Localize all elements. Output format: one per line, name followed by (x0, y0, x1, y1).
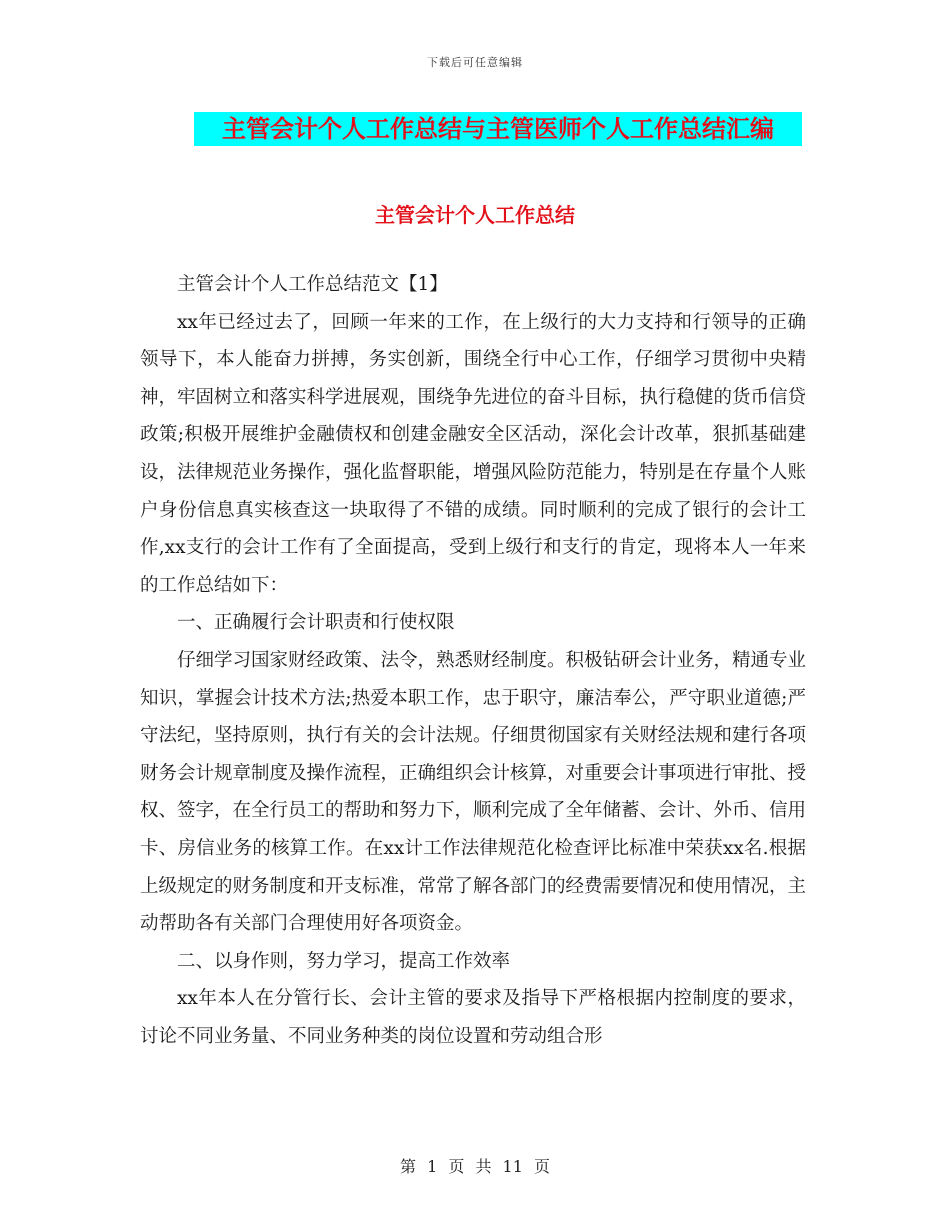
paragraph: xx年已经过去了，回顾一年来的工作，在上级行的大力支持和行领导的正确领导下，本人能奋力拼搏，务实创新，围绕全行中心工作，仔细学习贯彻中央精神，牢固树立和落实科学进展观，围绕争先进位的奋斗目标，执行稳健的货币信贷政策;积极开展维护金融债权和创建金融安全区活动，深化会计改革，狠抓基础建设，法律规范业务操作，强化监督职能，增强风险防范能力，特别是在存量个人账户身份信息真实核查这一块取得了不错的成绩。同时顺利的完成了银行的会计工作,xx支行的会计工作有了全面提高，受到上级行和支行的肯定，现将本人一年来的工作总结如下： (140, 311, 807, 596)
paragraph: 仔细学习国家财经政策、法令，熟悉财经制度。积极钻研会计业务，精通专业知识，掌握会计技术方法;热爱本职工作，忠于职守，廉洁奉公，严守职业道德;严守法纪，坚持原则，执行有关的会计法规。仔细贯彻国家有关财经法规和建行各项财务会计规章制度及操作流程，正确组织会计核算，对重要会计事项进行审批、授权、签字，在全行员工的帮助和努力下，顺利完成了全年储蓄、会计、外币、信用卡、房信业务的核算工作。在xx计工作法律规范化检查评比标准中荣获xx名.根据上级规定的财务制度和开支标准，常常了解各部门的经费需要情况和使用情况，主动帮助各有关部门合理使用好各项资金。 (140, 649, 807, 935)
page-footer: 第 1 页 共 11 页 (400, 1157, 550, 1176)
paragraph-heading: 一、正确履行会计职责和行使权限 (177, 612, 455, 634)
paragraph-subtitle: 主管会计个人工作总结范文【1】 (177, 274, 448, 295)
header-note: 下载后可任意编辑 (427, 56, 523, 69)
paragraph-heading: 二、以身作则，努力学习，提高工作效率 (177, 950, 511, 972)
document-title: 主管会计个人工作总结与主管医师个人工作总结汇编 (194, 112, 802, 146)
document-body (140, 222, 806, 1055)
paragraph: xx年本人在分管行长、会计主管的要求及指导下严格根据内控制度的要求，讨论不同业务量、不同业务种类的岗位设置和劳动组合形 (140, 988, 806, 1047)
section-title: 主管会计个人工作总结 (375, 203, 575, 227)
